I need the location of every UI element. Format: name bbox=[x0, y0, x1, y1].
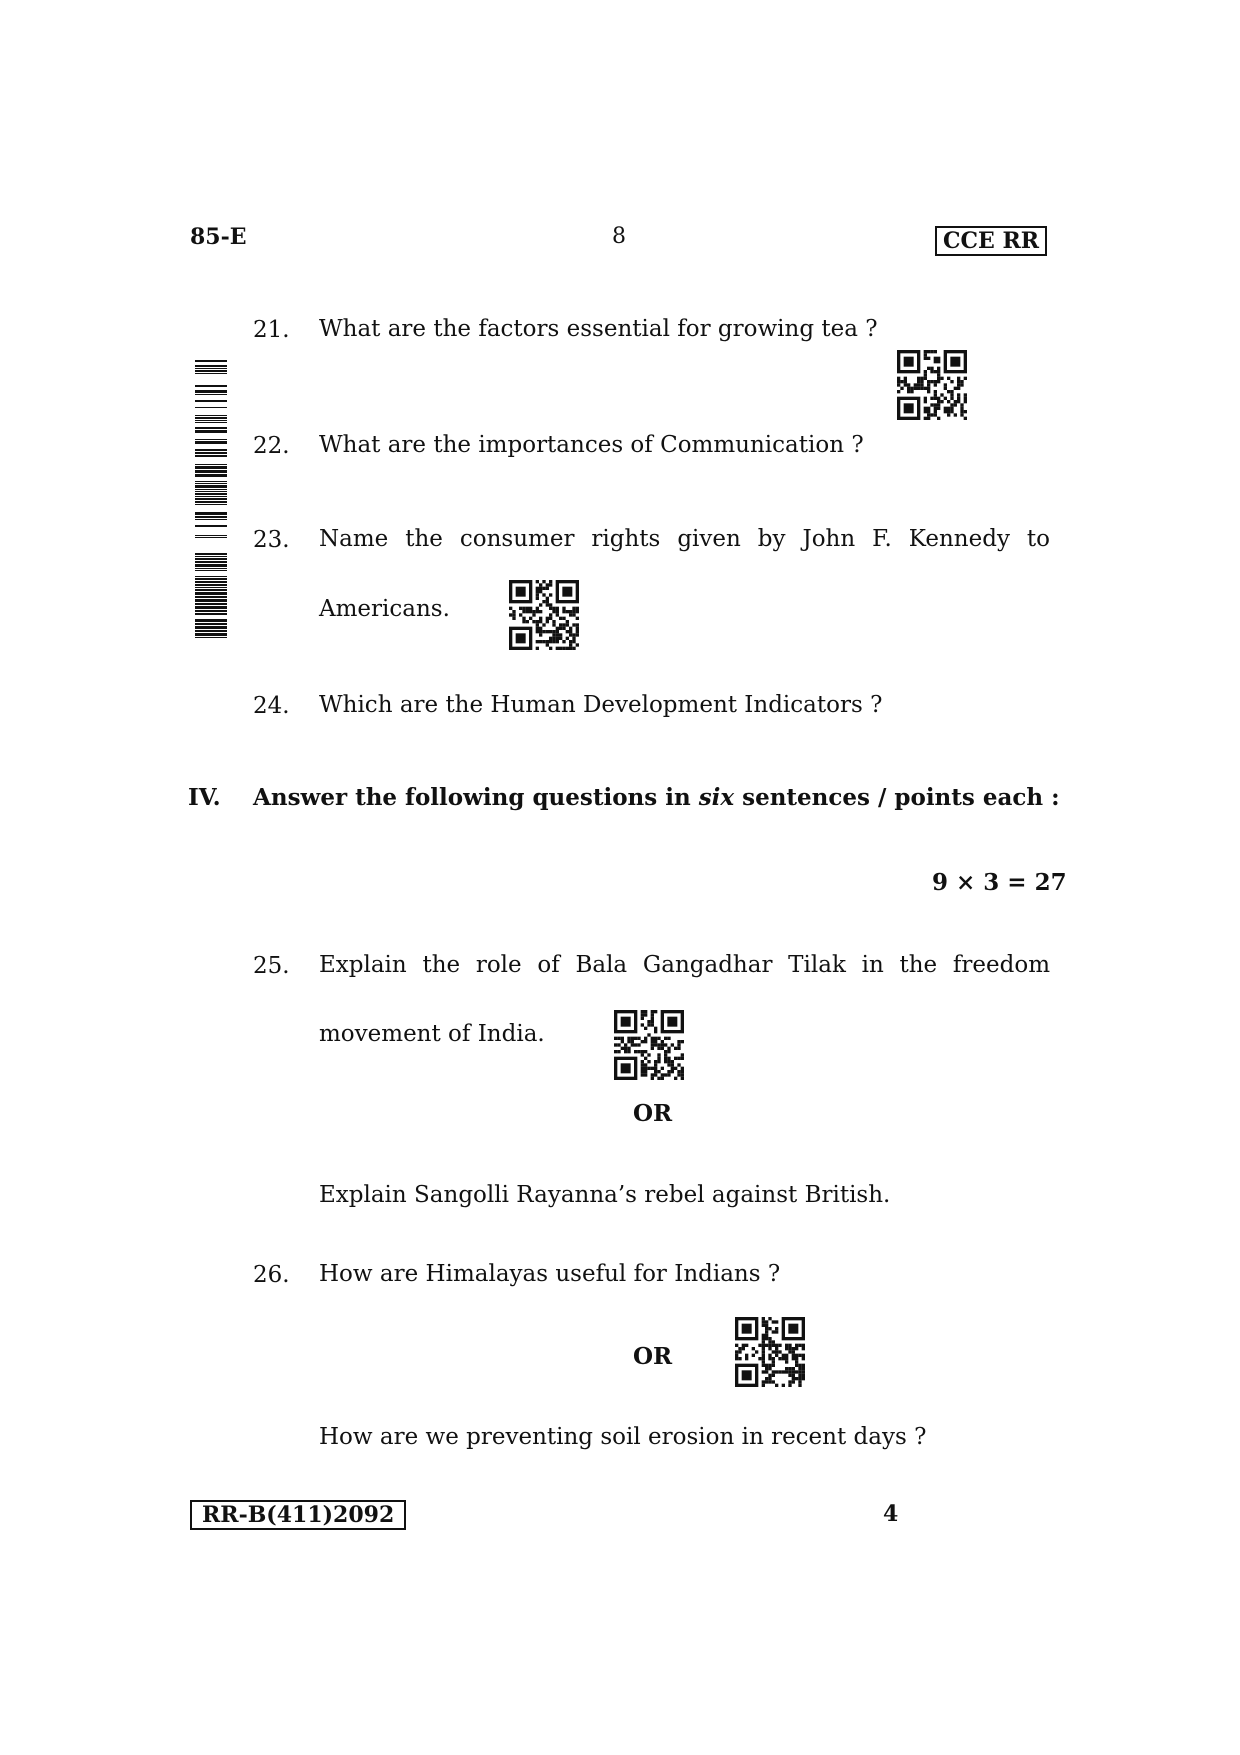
question-number-24: 24. bbox=[253, 693, 290, 719]
paper-code: 85-E bbox=[190, 224, 247, 250]
section-roman-numeral: IV. bbox=[188, 784, 221, 811]
page-number: 8 bbox=[612, 224, 626, 249]
question-number-21: 21. bbox=[253, 317, 290, 343]
section-instruction bbox=[253, 784, 1060, 811]
question-number-22: 22. bbox=[253, 433, 290, 459]
question-alt-text-26: How are we preventing soil erosion in recent days ? bbox=[319, 1424, 927, 1450]
question-text-24: Which are the Human Development Indicators ? bbox=[319, 692, 883, 718]
question-text-21: What are the factors essential for growing tea ? bbox=[319, 316, 878, 342]
qr-code-icon bbox=[897, 350, 967, 420]
question-text-25-line1: Explain the role of Bala Gangadhar Tilak in the freedom bbox=[319, 952, 1050, 978]
question-alt-text-25: Explain Sangolli Rayanna’s rebel against British. bbox=[319, 1182, 891, 1208]
qr-code-icon bbox=[509, 580, 579, 650]
question-text-23-line1: Name the consumer rights given by John F. Kennedy to bbox=[319, 526, 1050, 552]
question-text-25-line2: movement of India. bbox=[319, 1021, 545, 1047]
question-text-23-line2: Americans. bbox=[319, 596, 450, 622]
qr-code-icon bbox=[614, 1010, 684, 1080]
series-box: CCE RR bbox=[935, 226, 1047, 256]
section-instruction-part2: sentences / points each : bbox=[734, 784, 1060, 811]
section-marks: 9 × 3 = 27 bbox=[932, 869, 1067, 896]
or-separator-25: OR bbox=[633, 1100, 673, 1127]
qr-code-icon bbox=[735, 1317, 805, 1387]
question-text-26: How are Himalayas useful for Indians ? bbox=[319, 1261, 781, 1287]
question-number-25: 25. bbox=[253, 953, 290, 979]
barcode-icon bbox=[195, 360, 227, 638]
question-number-26: 26. bbox=[253, 1262, 290, 1288]
footer-code-box: RR-B(411)2092 bbox=[190, 1500, 406, 1530]
sheet-number: 4 bbox=[883, 1501, 899, 1527]
section-instruction-emphasis: six bbox=[698, 784, 735, 811]
question-text-22: What are the importances of Communication ? bbox=[319, 432, 864, 458]
or-separator-26: OR bbox=[633, 1343, 673, 1370]
question-number-23: 23. bbox=[253, 527, 290, 553]
section-instruction-part1: Answer the following questions in bbox=[253, 784, 699, 811]
